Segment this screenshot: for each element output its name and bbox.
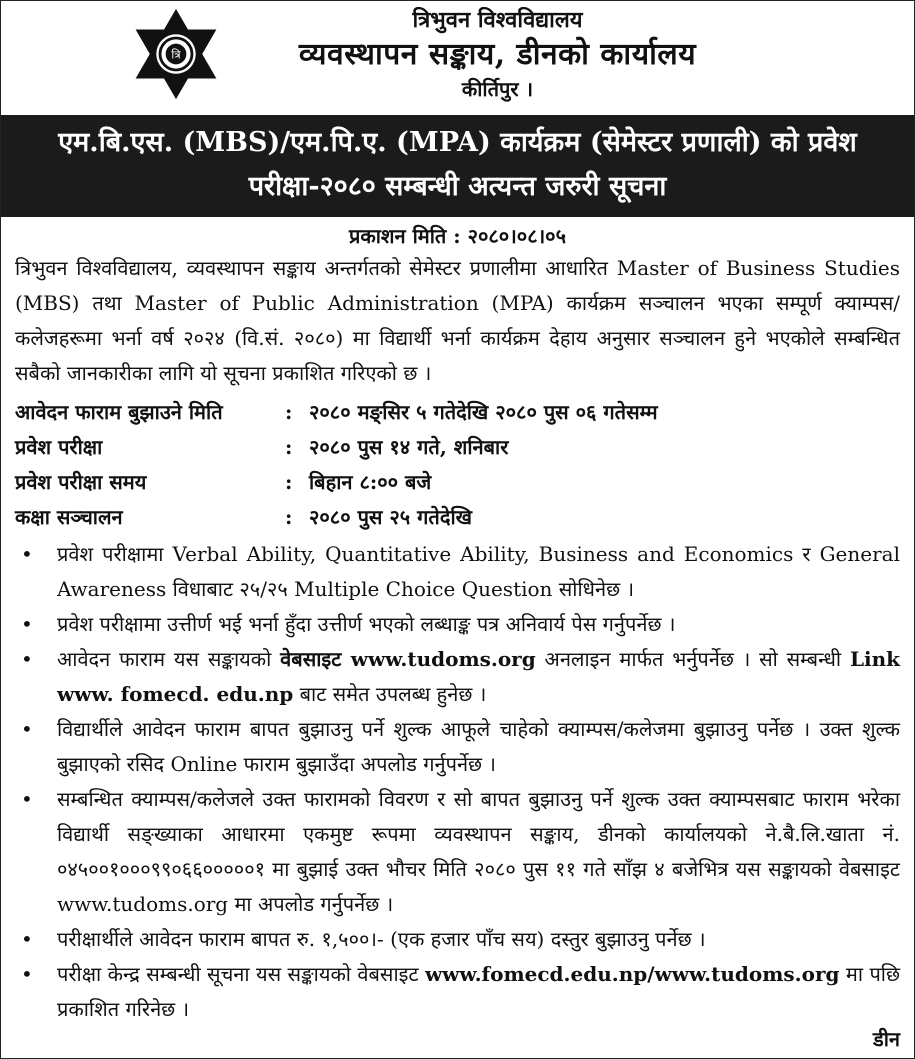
schedule-colon: :: [285, 400, 293, 424]
intro-paragraph: त्रिभुवन विश्वविद्यालय, व्यवस्थापन सङ्काय अन्तर्गतको सेमेस्टर प्रणालीमा आधारित Master of Business Studies (MBS) तथा Master of Public Administration (MPA) कार्यक्रम सञ्चालन भएका सम्पूर्ण क्याम्पस/कलेजहरूमा भर्ना वर्ष २०२४ (वि.सं. २०८०) मा विद्यार्थी भर्ना कार्यक्रम देहाय अनुसार सञ्चालन हुने भएकोले सम्बन्धित सबैको जानकारीका लागि यो सूचना प्रकाशित गरिएको छ ।: [15, 256, 900, 385]
university-name: त्रिभुवन विश्वविद्यालय: [412, 7, 583, 33]
bullet-icon: •: [21, 787, 33, 811]
schedule-label: प्रवेश परीक्षा: [15, 435, 103, 459]
note-text: प्रवेश परीक्षामा उत्तीर्ण भई भर्ना हुँदा उत्तीर्ण भएको लब्धाङ्क पत्र अनिवार्य पेस गर्नुपर्नेछ ।: [57, 612, 676, 636]
bullet-icon: •: [21, 962, 33, 986]
schedule-label: आवेदन फाराम बुझाउने मिति: [15, 400, 223, 424]
note-item: [15, 782, 900, 922]
schedule-row: [15, 465, 900, 500]
schedule-value: २०८० पुस १४ गते, शनिबार: [309, 435, 509, 459]
schedule-value: बिहान ८:०० बजे: [309, 470, 432, 494]
note-text: आवेदन फाराम यस सङ्कायको: [57, 647, 281, 671]
schedule-value: २०८० पुस २५ गतेदेखि: [309, 505, 472, 529]
note-item: [15, 537, 900, 607]
schedule-table: [1, 391, 914, 535]
schedule-colon: :: [285, 435, 293, 459]
bullet-icon: •: [21, 612, 33, 636]
note-text: अनलाइन मार्फत भर्नुपर्नेछ । सो सम्बन्धी: [535, 647, 850, 671]
website-links[interactable]: www.fomecd.edu.np/www.tudoms.org: [424, 962, 840, 986]
publication-date: प्रकाशन मिति : २०८०।०८।०५: [349, 224, 566, 248]
note-item: [15, 957, 900, 1027]
schedule-value: २०८० मङ्सिर ५ गतेदेखि २०८० पुस ०६ गतेसम्म: [309, 400, 658, 424]
schedule-label: प्रवेश परीक्षा समय: [15, 470, 147, 494]
office-location: कीर्तिपुर ।: [461, 77, 534, 101]
note-text: प्रवेश परीक्षामा Verbal Ability, Quantitative Ability, Business and Economics र General Awareness विधाबाट २५/२५ Multiple Choice Question सोधिनेछ ।: [57, 542, 900, 601]
schedule-row: [15, 500, 900, 535]
note-text: परीक्षार्थीले आवेदन फाराम बापत रु. १,५००।- (एक हजार पाँच सय) दस्तुर बुझाउनु पर्नेछ ।: [57, 927, 706, 951]
bullet-icon: •: [21, 927, 33, 951]
note-item: [15, 922, 900, 957]
note-text: परीक्षा केन्द्र सम्बन्धी सूचना यस सङ्कायको वेबसाइट: [57, 962, 425, 986]
note-item: [15, 607, 900, 642]
notice-title-banner: [1, 115, 914, 217]
office-name: व्यवस्थापन सङ्काय, डीनको कार्यालय: [298, 37, 697, 72]
fomecd-link[interactable]: Link www. fomecd. edu.np: [57, 647, 901, 706]
note-text: मा पछि प्रकाशित गरिनेछ ।: [57, 962, 901, 1021]
header: [1, 1, 914, 115]
bullet-icon: •: [21, 717, 33, 741]
note-text: बाट समेत उपलब्ध हुनेछ ।: [293, 682, 487, 706]
header-text: [1, 5, 914, 103]
schedule-colon: :: [285, 505, 293, 529]
note-item: [15, 712, 900, 782]
bullet-icon: •: [21, 647, 33, 671]
title-line-2: परीक्षा-२०८० सम्बन्धी अत्यन्त जरुरी सूचना: [248, 171, 667, 202]
note-item: [15, 642, 900, 712]
schedule-row: [15, 430, 900, 465]
website-link[interactable]: वेबसाइट www.tudoms.org: [280, 647, 536, 671]
notes-list: [1, 535, 914, 1027]
svg-text:त्रि: त्रि: [171, 48, 181, 62]
schedule-label: कक्षा सञ्चालन: [15, 505, 123, 529]
signature-dean: डीन: [873, 1027, 900, 1051]
schedule-row: [15, 395, 900, 430]
schedule-colon: :: [285, 470, 293, 494]
bullet-icon: •: [21, 542, 33, 566]
title-line-1: एम.बि.एस. (MBS)/एम.पि.ए. (MPA) कार्यक्रम (सेमेस्टर प्रणाली) को प्रवेश: [58, 127, 857, 158]
note-text: सम्बन्धित क्याम्पस/कलेजले उक्त फारामको विवरण र सो बापत बुझाउनु पर्ने शुल्क उक्त क्याम्पसबाट फाराम भरेका विद्यार्थी सङ्ख्याका आधारमा एकमुष्ट रूपमा व्यवस्थापन सङ्काय, डीनको कार्यालयको ने.बै.लि.खाता नं. ०४५००१०००९९०६६०००००१ मा बुझाई उक्त भौचर मिति २०८० पुस ११ गते साँझ ४ बजेभित्र यस सङ्कायको वेबसाइट www.tudoms.org मा अपलोड गर्नुपर्नेछ ।: [57, 787, 900, 916]
note-text: विद्यार्थीले आवेदन फाराम बापत बुझाउनु पर्ने शुल्क आफूले चाहेको क्याम्पस/कलेजमा बुझाउनु पर्नेछ । उक्त शुल्क बुझाएको रसिद Online फाराम बुझाउँदा अपलोड गर्नुपर्नेछ ।: [57, 717, 900, 776]
